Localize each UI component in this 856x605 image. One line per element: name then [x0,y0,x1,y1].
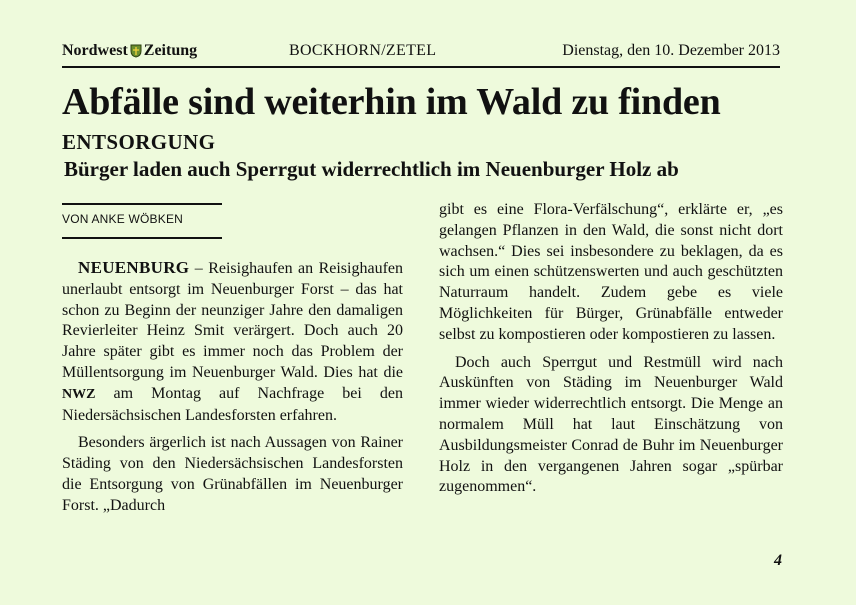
newspaper-name-right: Zeitung [143,42,198,59]
byline-rule-bottom [62,237,222,239]
paragraph-3: Doch auch Sperrgut und Restmüll wird nach Auskünften von Städing im Neuenburger Wald immer wieder widerrechtlich entsorgt. Die Menge an normalem Müll hat laut Einschätzung von Ausbildungsmeister Conrad de Buhr im Neuenburger Holz in den vergangenen Jahren sogar „spürbar zugenommen“. [439,353,783,496]
paragraph-2-continued: gibt es eine Flora-Verfälschung“, erklärte er, „es gelangen Pflanzen in den Wald, die sonst nicht dort wachsen.“ Dies sei insbesondere zu beklagen, da es sich um einen schützenswerten und auch geschützten Naturraum handelt. Zudem gebe es viele Möglichkeiten für Bürger, Grünabfälle entweder selbst zu kompostieren oder kompostieren zu lassen. [439,201,783,343]
byline-rule-top [62,203,222,205]
paragraph-1-text-b: am Montag auf Nachfrage bei den Niedersächsischen Landesforsten erfahren. [62,384,403,424]
article-subheadline: Bürger laden auch Sperrgut widerrechtlich im Neuenburger Holz ab [64,157,679,181]
article-kicker: ENTSORGUNG [62,130,216,154]
paragraph-1 [62,258,403,426]
section-name: BOCKHORN/ZETEL [289,42,437,59]
nwz-abbreviation: NWZ [62,386,96,402]
paragraph-2: Besonders ärgerlich ist nach Aussagen von Rainer Städing von den Niedersächsischen Landesforsten die Entsorgung von Grünabfällen im Neuenburger Forst. „Dadurch [62,434,403,514]
dateline: NEUENBURG [78,258,190,277]
masthead [62,40,780,68]
article-byline: VON ANKE WÖBKEN [62,212,184,226]
article-headline: Abfälle sind weiterhin im Wald zu finden [62,81,721,123]
issue-date: Dienstag, den 10. Dezember 2013 [562,42,780,59]
page-number: 4 [774,552,782,569]
article-column-right [439,200,783,505]
newspaper-name-left: Nordwest [62,42,128,59]
article-column-left [62,258,403,524]
nwz-crest-icon [130,44,142,58]
newspaper-name [62,42,197,60]
paragraph-1-text-a: – Reisighaufen an Reisighaufen unerlaubt entsorgt im Neuenburger Forst – das hat schon zu Beginn der neunziger Jahre den damaligen Revierleiter Heinz Smit verärgert. Doch auch 20 Jahre später gibt es immer noch das Problem der Müllentsorgung im Neuenburger Wald. Dies hat die [62,260,403,381]
